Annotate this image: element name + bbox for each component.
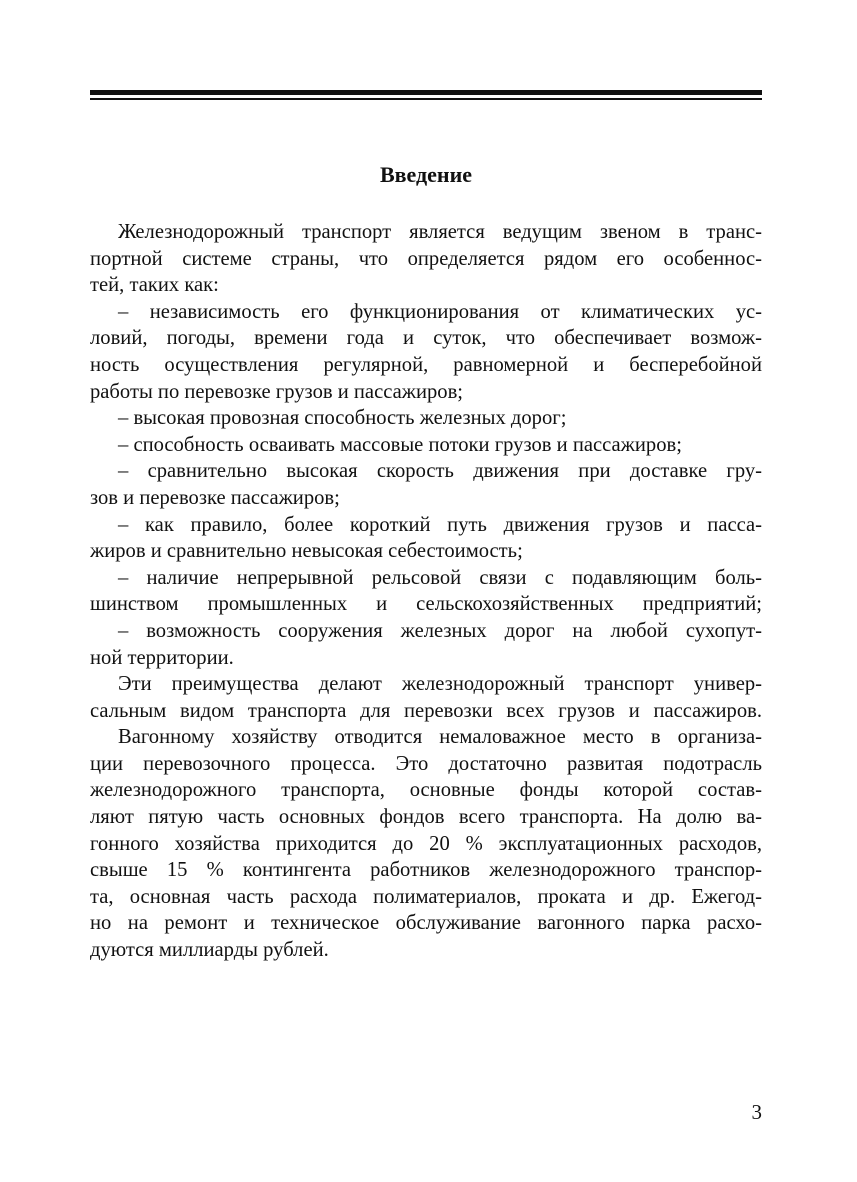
text-line: – сравнительно высокая скорость движения при доставке гру- [118, 460, 762, 483]
text-line: ной территории. [90, 646, 234, 669]
text-line: шинством промышленных и сельскохозяйственных предприятий; [90, 593, 762, 616]
header-rule-thick [90, 90, 762, 95]
text-line: – как правило, более короткий путь движения грузов и пасса- [118, 513, 762, 536]
text-line: сальным видом транспорта для перевозки всех грузов и пассажиров. [90, 699, 762, 722]
text-line: тей, таких как: [90, 274, 219, 297]
page-number: 3 [751, 1100, 762, 1124]
text-line: гонного хозяйства приходится до 20 % эксплуатационных расходов, [90, 832, 762, 855]
text-line: Железнодорожный транспорт является ведущим звеном в транс- [118, 221, 762, 243]
text-line: но на ремонт и техническое обслуживание вагонного парка расхо- [90, 912, 762, 935]
text-line: – высокая провозная способность железных дорог; [118, 407, 567, 430]
text-line: Эти преимущества делают железнодорожный транспорт универ- [118, 673, 762, 696]
text-line: – наличие непрерывной рельсовой связи с подавляющим боль- [118, 566, 762, 589]
text-line: – возможность сооружения железных дорог на любой сухопут- [118, 619, 762, 642]
text-line: та, основная часть расхода полиматериалов, проката и др. Ежегод- [90, 885, 762, 908]
text-line: ции перевозочного процесса. Это достаточно развитая подотрасль [90, 752, 762, 775]
text-line: железнодорожного транспорта, основные фонды которой состав- [90, 779, 762, 802]
text-line: Вагонному хозяйству отводится немаловажное место в организа- [118, 726, 762, 749]
body-text [90, 219, 762, 964]
text-line: жиров и сравнительно невысокая себестоимость; [90, 540, 523, 563]
text-line: ловий, погоды, времени года и суток, что обеспечивает возмож- [90, 327, 762, 350]
section-heading: Введение [379, 162, 473, 187]
text-line: свыше 15 % контингента работников железнодорожного транспор- [90, 859, 762, 882]
text-line: ность осуществления регулярной, равномерной и бесперебойной [90, 353, 762, 376]
header-rule-thin [90, 98, 762, 100]
text-line: работы по перевозке грузов и пассажиров; [90, 380, 464, 403]
text-line: зов и перевозке пассажиров; [90, 486, 340, 509]
text-line: дуются миллиарды рублей. [90, 939, 329, 962]
text-line: портной системе страны, что определяется рядом его особеннос- [90, 247, 762, 270]
text-line: ляют пятую часть основных фондов всего транспорта. На долю ва- [90, 806, 762, 829]
text-line: – способность осваивать массовые потоки грузов и пассажиров; [118, 433, 682, 456]
text-line: – независимость его функционирования от климатических ус- [118, 300, 762, 323]
